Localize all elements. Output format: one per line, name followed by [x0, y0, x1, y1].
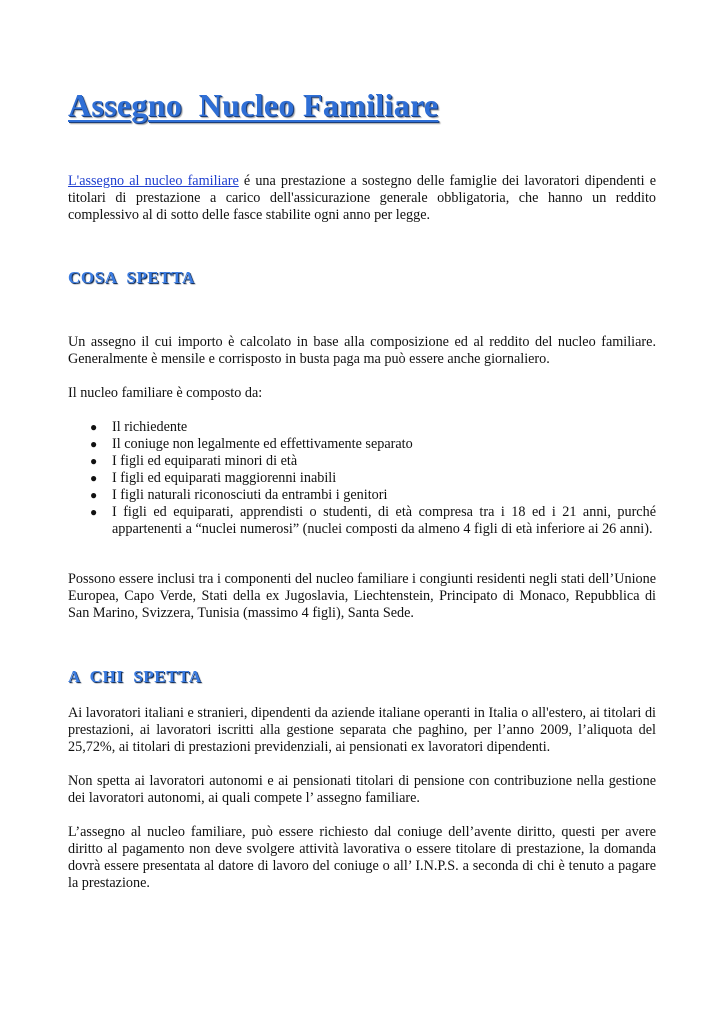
section-heading-a-chi-spetta: A CHI SPETTA [68, 667, 202, 686]
list-item: ● I figli ed equiparati, apprendisti o studenti, di età compresa tra i 18 ed i 21 anni, purché appartenenti a “nuclei numerosi” (nuclei composti da almeno 4 figli di età inferiore ai 26 anni). [90, 504, 656, 537]
a-chi-spetta-paragraph-3: L’assegno al nucleo familiare, può essere richiesto dal coniuge dell’avente diritto, questi per avere diritto al pagamento non deve svolgere attività lavorativa o essere titolare di prestazione, la domanda dovrà essere presentata al datore di lavoro del coniuge o all’ I.N.P.S. a seconda di chi è tenuto a pagare la prestazione. [68, 824, 656, 891]
list-item: ● I figli ed equiparati minori di età [90, 453, 298, 469]
list-item: ● I figli naturali riconosciuti da entrambi i genitori [90, 487, 388, 503]
bullet-icon: ● [90, 454, 98, 468]
document-title: Assegno Nucleo Familiare [68, 87, 439, 123]
cosa-spetta-paragraph-2: Il nucleo familiare è composto da: [68, 385, 263, 401]
list-item: ● Il richiedente [90, 419, 188, 435]
bullet-icon: ● [90, 420, 98, 434]
a-chi-spetta-paragraph-2: Non spetta ai lavoratori autonomi e ai pensionati titolari di pensione con contribuzione nella gestione dei lavoratori autonomi, ai quali compete l’ assegno familiare. [68, 773, 656, 806]
intro-text: é una prestazione a sostegno delle famiglie dei lavoratori dipendenti e titolari di prestazione a carico dell'assicurazione generale obbligatoria, che hanno un reddito complessivo al di sotto delle fasce stabilite ogni anno per legge. [68, 173, 656, 223]
bullet-icon: ● [90, 488, 98, 502]
section-heading-cosa-spetta: COSA SPETTA [68, 268, 195, 287]
cosa-spetta-paragraph-1: Un assegno il cui importo è calcolato in base alla composizione ed al reddito del nucleo familiare. Generalmente è mensile e corrisposto in busta paga ma può essere anche giornaliero. [68, 334, 656, 367]
list-item: ● Il coniuge non legalmente ed effettivamente separato [90, 436, 413, 452]
intro-paragraph [68, 173, 656, 224]
bullet-icon: ● [90, 471, 98, 485]
nucleo-members-list [68, 419, 656, 538]
bullet-icon: ● [90, 505, 98, 519]
bullet-icon: ● [90, 437, 98, 451]
cosa-spetta-paragraph-3: Possono essere inclusi tra i componenti del nucleo familiare i congiunti residenti negli stati dell’Unione Europea, Capo Verde, Stati della ex Jugoslavia, Liechtenstein, Principato di Monaco, Repubblica di San Marino, Svizzera, Tunisia (massimo 4 figli), Santa Sede. [68, 571, 656, 621]
list-item: ● I figli ed equiparati maggiorenni inabili [90, 470, 337, 486]
intro-link[interactable]: L'assegno al nucleo familiare [68, 173, 239, 189]
a-chi-spetta-paragraph-1: Ai lavoratori italiani e stranieri, dipendenti da aziende italiane operanti in Italia o all'estero, ai titolari di prestazioni, ai lavoratori iscritti alla gestione separata che paghino, per l’anno 2009, l’aliquota del 25,72%, ai titolari di prestazioni previdenziali, ai pensionati ex lavoratori dipendenti. [68, 705, 656, 755]
